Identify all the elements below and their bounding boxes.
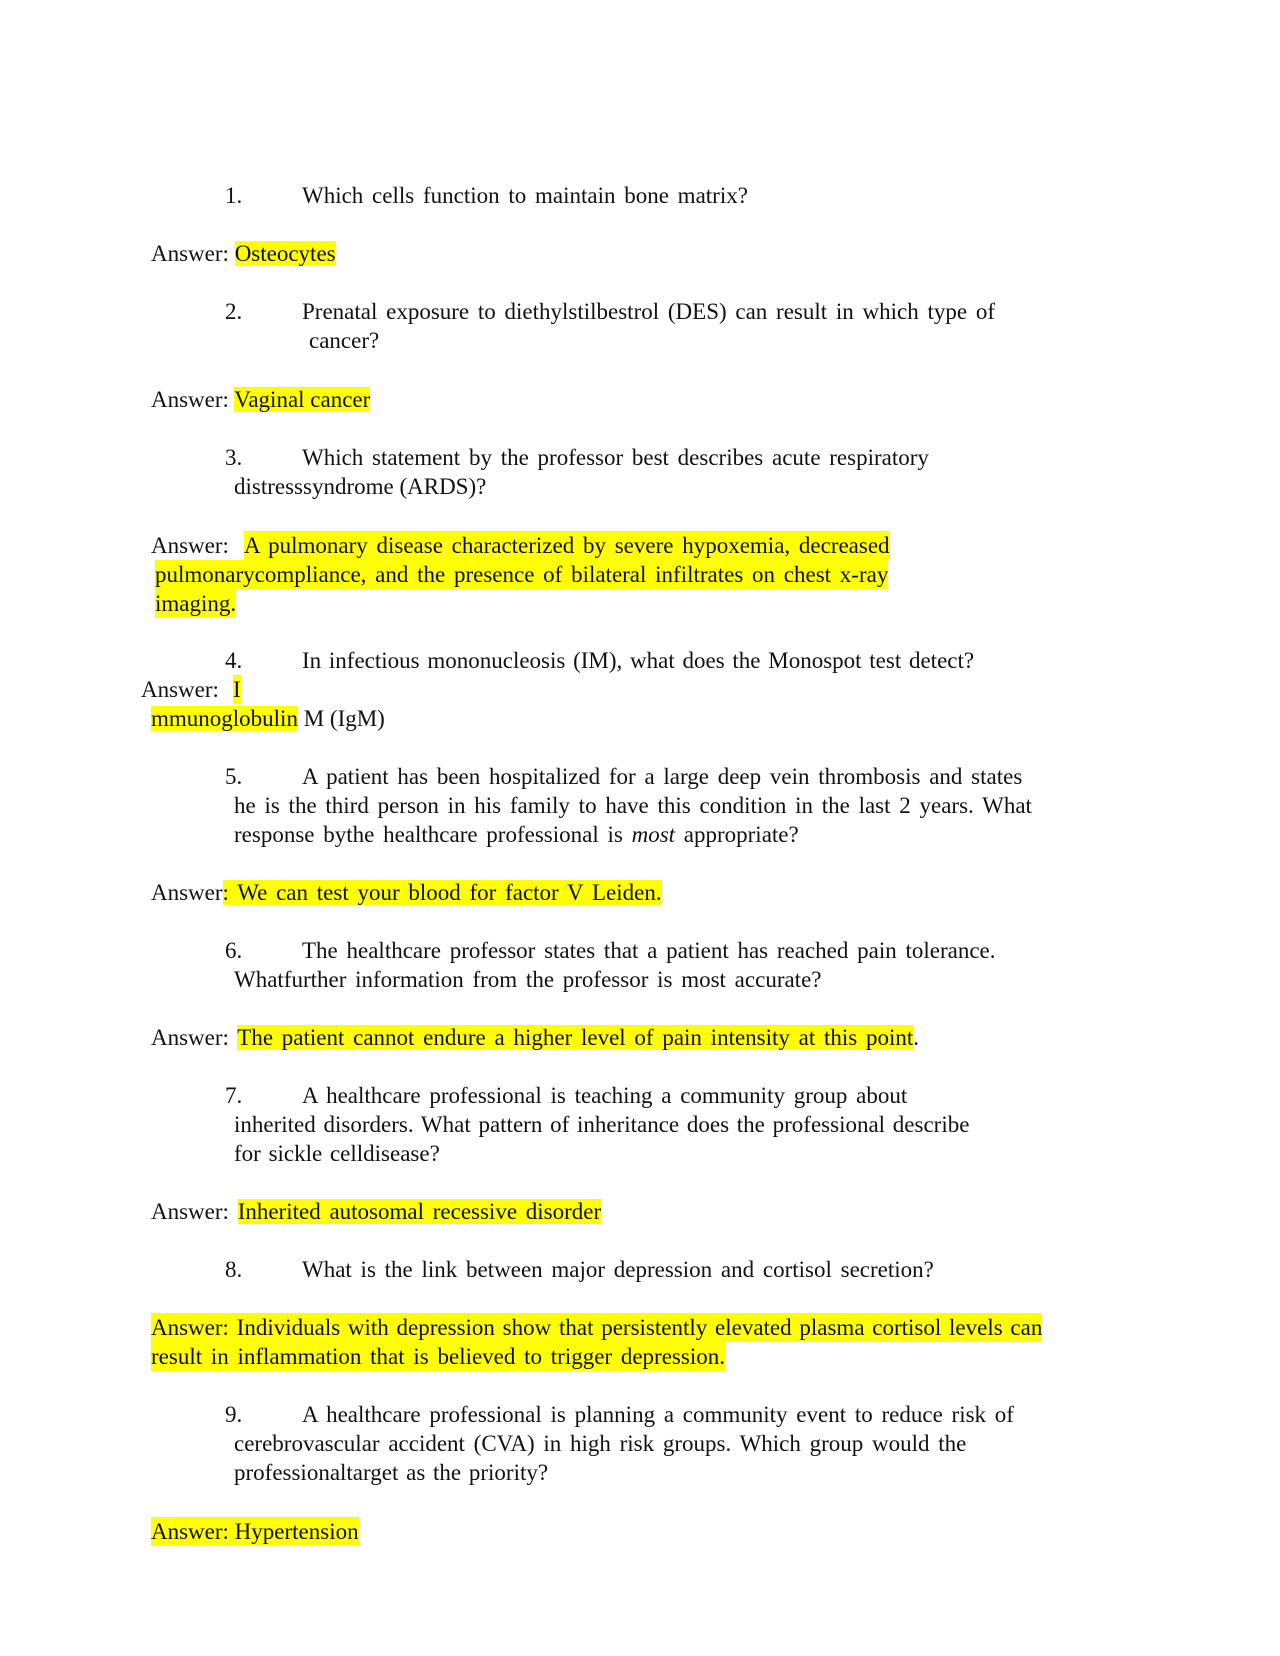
answer-5 [151, 878, 662, 907]
question-number: 2. [225, 299, 243, 324]
question-text: A healthcare professional is teaching a community group about [302, 1083, 908, 1108]
question-text-line [234, 820, 799, 849]
question-emphasis: most [631, 822, 676, 847]
answer-text: The patient cannot endure a higher level of pain intensity at this point [237, 1025, 914, 1050]
answer-text: result in inflammation that is believed to trigger depression. [151, 1344, 725, 1369]
question-number: 8. [225, 1257, 243, 1282]
answer-text: Inherited autosomal recessive disorder [237, 1199, 602, 1224]
question-text: cerebrovascular accident (CVA) in high risk groups. Which group would the [234, 1431, 967, 1456]
answer-label: Answer [151, 880, 223, 905]
question-number: 7. [225, 1083, 243, 1108]
question-text: A patient has been hospitalized for a large deep vein thrombosis and states [302, 764, 1023, 789]
question-text: A healthcare professional is planning a community event to reduce risk of [302, 1402, 1014, 1427]
answer-text: Vaginal cancer [234, 387, 371, 412]
question-text: inherited disorders. What pattern of inheritance does the professional describe [234, 1112, 970, 1137]
answer-1 [151, 239, 336, 268]
answer-label: Answer: [151, 1199, 229, 1224]
answer-9: Answer: Hypertension [151, 1519, 359, 1544]
question-text: Prenatal exposure to diethylstilbestrol (DES) can result in which type of [302, 299, 996, 324]
question-text: professionaltarget as the priority? [234, 1460, 549, 1485]
question-text: Whatfurther information from the professor is most accurate? [234, 967, 822, 992]
answer-text: imaging. [155, 591, 237, 616]
answer-label: Answer: [141, 677, 219, 702]
question-text: distresssyndrome (ARDS)? [234, 474, 487, 499]
answer-text: mmunoglobulin [151, 706, 298, 731]
answer-text: pulmonarycompliance, and the presence of bilateral infiltrates on chest x-ray [155, 562, 889, 587]
answer-text: Answer: Individuals with depression show that persistently elevated plasma cortisol levels can [151, 1315, 1043, 1340]
question-number: 3. [225, 445, 243, 470]
question-text: he is the third person in his family to have this condition in the last 2 years. What [234, 793, 1032, 818]
answer-tail: . [913, 1025, 920, 1050]
question-number: 6. [225, 938, 243, 963]
answer-text-line [151, 704, 385, 733]
question-number: 1. [225, 183, 243, 208]
question-number: 9. [225, 1402, 243, 1427]
question-text: In infectious mononucleosis (IM), what does the Monospot test detect? [302, 648, 975, 673]
question-number: 4. [225, 648, 243, 673]
question-text: Which statement by the professor best describes acute respiratory [302, 445, 929, 470]
question-text: cancer? [309, 328, 380, 353]
question-text: appropriate? [683, 822, 799, 847]
answer-text: : We can test your blood for factor V Leiden. [222, 880, 662, 905]
question-text: Which cells function to maintain bone matrix? [302, 183, 748, 208]
answer-label: Answer: [151, 1025, 229, 1050]
question-text: response bythe healthcare professional is [234, 822, 623, 847]
answer-6 [151, 1023, 919, 1052]
answer-text: M (IgM) [303, 706, 385, 731]
answer-text: I [233, 677, 241, 702]
answer-7 [151, 1197, 601, 1226]
answer-label: Answer: [151, 533, 229, 558]
question-text: What is the link between major depression and cortisol secretion? [302, 1257, 934, 1282]
question-text: for sickle celldisease? [234, 1141, 440, 1166]
answer-label: Answer: [151, 241, 229, 266]
answer-text: Osteocytes [234, 241, 336, 266]
answer-2 [151, 385, 370, 414]
question-text: The healthcare professor states that a patient has reached pain tolerance. [302, 938, 996, 963]
question-number: 5. [225, 764, 243, 789]
answer-text: A pulmonary disease characterized by severe hypoxemia, decreased [244, 533, 890, 558]
answer-label: Answer: [151, 387, 229, 412]
